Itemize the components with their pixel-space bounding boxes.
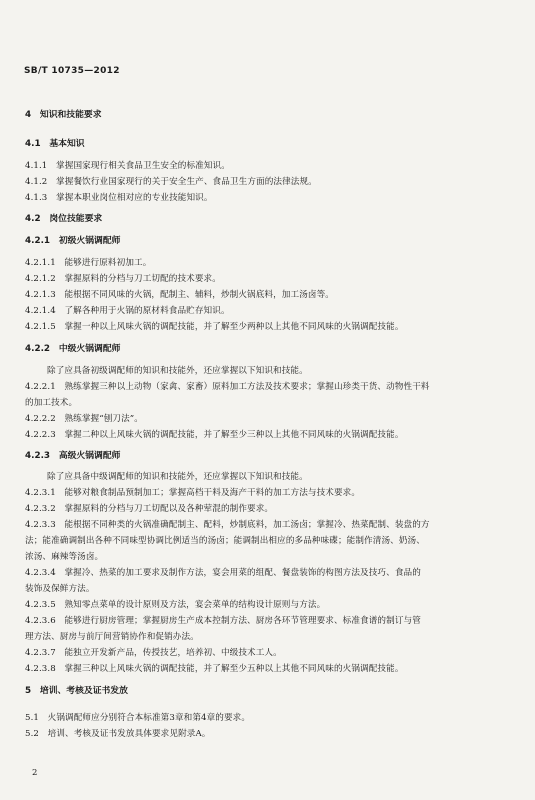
paragraph-4-2-3: 除了应具备中级调配师的知识和技能外，还应掌握以下知识和技能。 bbox=[47, 472, 308, 482]
clause-4-2-2-3: 4.2.2.3 掌握二种以上风味火锅的调配技能，并了解至少三种以上其他不同风味的火锅调配技能。 bbox=[25, 430, 404, 440]
section-heading-4-2: 4.2 岗位技能要求 bbox=[25, 214, 103, 224]
clause-4-2-1-4: 4.2.1.4 了解各种用于火锅的原材料食品贮存知识。 bbox=[25, 306, 230, 316]
section-heading-4-2-3: 4.2.3 高级火锅调配师 bbox=[25, 451, 121, 461]
clause-5-1: 5.1 火锅调配师应分别符合本标准第3章和第4章的要求。 bbox=[25, 713, 251, 723]
paragraph-4-2-2: 除了应具备初级调配师的知识和技能外，还应掌握以下知识和技能。 bbox=[47, 366, 308, 376]
clause-5-2: 5.2 培训、考核及证书发放具体要求见附录A。 bbox=[25, 729, 211, 739]
clause-4-2-3-8: 4.2.3.8 掌握三种以上风味火锅的调配技能，并了解至少五种以上其他不同风味的火锅调配技能。 bbox=[25, 664, 404, 674]
clause-4-2-3-2: 4.2.3.2 掌握原料的分档与刀工切配以及各种荤混的制作要求。 bbox=[25, 504, 274, 514]
clause-4-2-1-3: 4.2.1.3 能根据不同风味的火锅，配制主、辅料，炒制火锅底料，加工汤卤等。 bbox=[25, 290, 334, 300]
clause-4-2-3-7: 4.2.3.7 能独立开发新产品，传授技艺，培养初、中级技术工人。 bbox=[25, 648, 282, 658]
clause-4-2-3-3-cont1: 法；能准确调制出各种不同味型协调比例适当的汤卤；能调制出相应的多品种味碟；能制作清汤、奶汤、 bbox=[25, 536, 425, 546]
section-heading-5: 5 培训、考核及证书发放 bbox=[25, 686, 128, 696]
section-heading-4: 4 知识和技能要求 bbox=[25, 110, 102, 120]
clause-4-2-3-3: 4.2.3.3 能根据不同种类的火锅准确配制主、配料，炒制底料，加工汤卤；掌握冷、热菜配制、装盘的方 bbox=[25, 520, 430, 530]
clause-4-1-3: 4.1.3 掌握本职业岗位相对应的专业技能知识。 bbox=[25, 193, 213, 203]
clause-4-1-1: 4.1.1 掌握国家现行相关食品卫生安全的标准知识。 bbox=[25, 161, 230, 171]
clause-4-2-2-1: 4.2.2.1 熟练掌握三种以上动物（家禽、家畜）原料加工方法及技术要求；掌握山珍类干货、动物性干料 bbox=[25, 382, 430, 392]
clause-4-2-3-1: 4.2.3.1 能够对粮食制品预制加工；掌握高档干料及海产干料的加工方法与技术要求。 bbox=[25, 488, 361, 498]
clause-4-2-3-6: 4.2.3.6 能够进行厨房管理；掌握厨房生产成本控制方法、厨房各环节管理要求、标准食谱的制订与管 bbox=[25, 616, 421, 626]
section-heading-4-1: 4.1 基本知识 bbox=[25, 139, 85, 149]
clause-4-2-2-2: 4.2.2.2 熟练掌握“刨刀法”。 bbox=[25, 414, 143, 424]
clause-4-1-2: 4.1.2 掌握餐饮行业国家现行的关于安全生产、食品卫生方面的法律法规。 bbox=[25, 177, 317, 187]
clause-4-2-2-1-cont: 的加工技术。 bbox=[25, 398, 78, 408]
clause-4-2-1-1: 4.2.1.1 能够进行原料初加工。 bbox=[25, 258, 152, 268]
section-heading-4-2-1: 4.2.1 初级火锅调配师 bbox=[25, 236, 121, 246]
clause-4-2-1-2: 4.2.1.2 掌握原料的分档与刀工切配的技术要求。 bbox=[25, 274, 221, 284]
clause-4-2-3-6-cont: 理方法、厨房与前厅间营销协作和促销办法。 bbox=[25, 632, 199, 642]
standard-number: SB/T 10735—2012 bbox=[24, 66, 120, 76]
clause-4-2-3-3-cont2: 浓汤、麻辣等汤卤。 bbox=[25, 552, 104, 562]
clause-4-2-3-5: 4.2.3.5 熟知零点菜单的设计原则及方法，宴会菜单的结构设计原则与方法。 bbox=[25, 600, 326, 610]
page-number: 2 bbox=[32, 768, 38, 778]
clause-4-2-3-4: 4.2.3.4 掌握冷、热菜的加工要求及制作方法，宴会用菜的组配、餐盘装饰的构图方法及技巧、食品的 bbox=[25, 568, 421, 578]
section-heading-4-2-2: 4.2.2 中级火锅调配师 bbox=[25, 344, 121, 354]
clause-4-2-3-4-cont: 装饰及保鲜方法。 bbox=[25, 584, 95, 594]
clause-4-2-1-5: 4.2.1.5 掌握一种以上风味火锅的调配技能，并了解至少两种以上其他不同风味的火锅调配技能。 bbox=[25, 322, 404, 332]
